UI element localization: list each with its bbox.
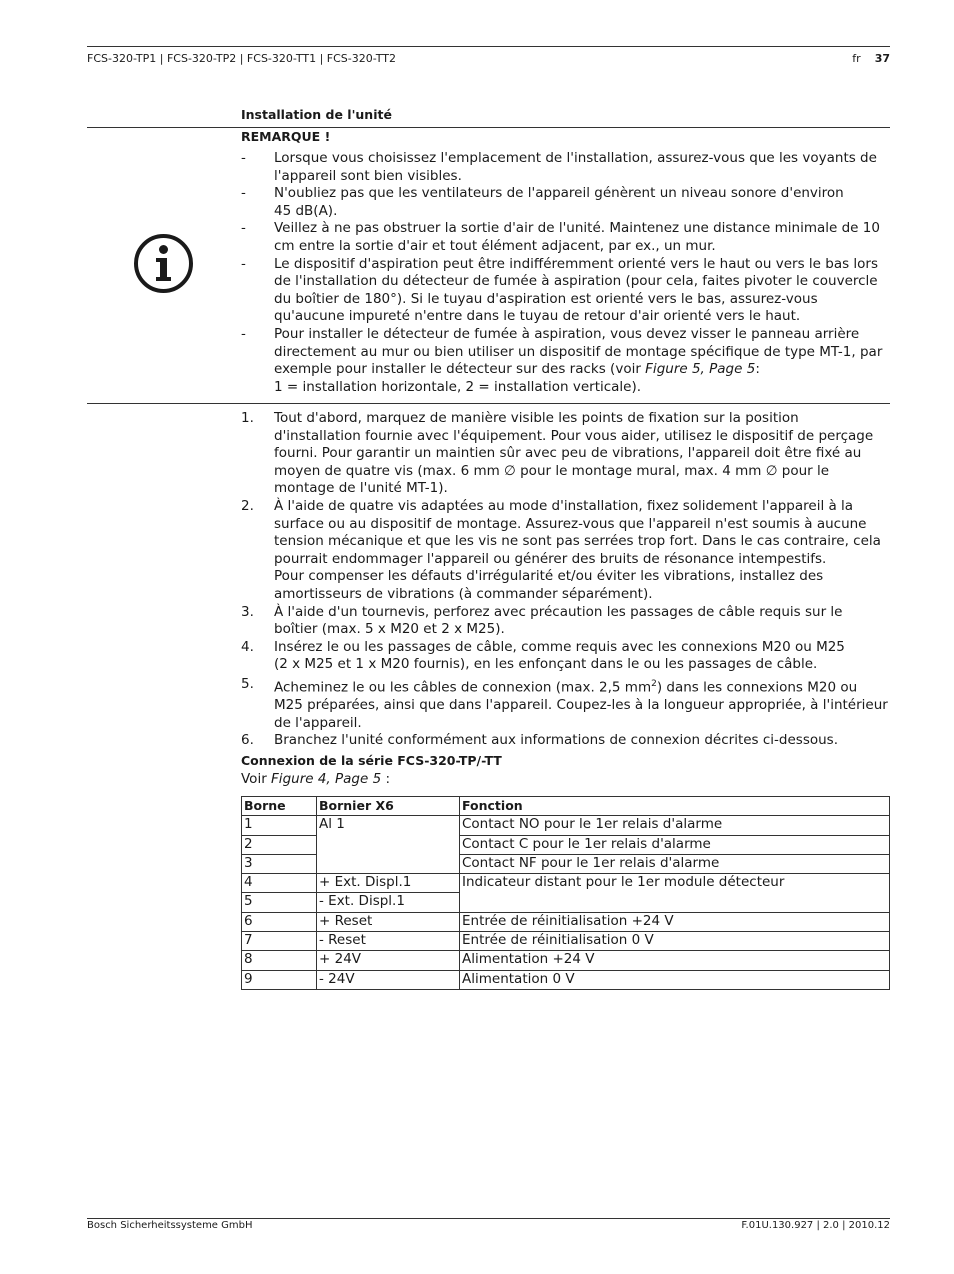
- step-item: 1. Tout d'abord, marquez de manière visible les points de fixation sur la position d'installation fournie avec l'équipement. Pour vous aider, utilisez le dispositif de perçage fourni. Pour garantir un maintien sûr avec peu de vibrations, l'appareil doit être fixé au moyen de quatre vis (max. 6 mm ∅ pour le montage mural, max. 4 mm ∅ pour le montage de l'unité MT-1).: [241, 410, 874, 497]
- step-item: 4. Insérez le ou les passages de câble, comme requis avec les connexions M20 ou M25 (2 x M25 et 1 x M20 fournis), en les enfonçant dans le ou les passages de câble.: [241, 638, 845, 673]
- section-title: Installation de l'unité: [241, 107, 392, 122]
- note-item: - Le dispositif d'aspiration peut être indifféremment orienté vers le haut ou vers le bas lors de l'installation du détecteur de fumée à aspiration (pour cela, faites pivoter le couvercle du boîtier de 180°). Si le tuyau d'aspiration est orienté vers le bas, assurez-vous qu'aucune impureté n'entre dans le tuyau de retour d'air orienté vers le haut.: [241, 255, 879, 325]
- footer-rule: [87, 1218, 890, 1219]
- note-item: - Lorsque vous choisissez l'emplacement de l'installation, assurez-vous que les voyants de l'appareil sont bien visibles.: [241, 150, 877, 184]
- footer-company: Bosch Sicherheitssysteme GmbH: [87, 1220, 253, 1231]
- step-item: 6. Branchez l'unité conformément aux informations de connexion décrites ci-dessous.: [241, 732, 839, 749]
- note-item: - Pour installer le détecteur de fumée à aspiration, vous devez visser le panneau arrière directement au mur ou bien utiliser un dispositif de montage spécifique de type MT-1, par exemple pour installer le détecteur sur des racks (voir Figure 5, Page 5: 1 = installation horizontale, 2 = installation verticale).: [241, 325, 883, 395]
- step-item: 3. À l'aide d'un tournevis, perforez avec précaution les passages de câble requis sur le boîtier (max. 5 x M20 et 2 x M25).: [241, 603, 843, 638]
- note-title: REMARQUE !: [241, 129, 331, 144]
- table-row: 4 + Ext. Displ.1 Indicateur distant pour le 1er module détecteur: [242, 874, 890, 893]
- note-bottom-rule: [87, 403, 890, 404]
- footer-doc-info: F.01U.130.927 | 2.0 | 2010.12: [741, 1220, 890, 1231]
- connection-title: Connexion de la série FCS-320-TP/-TT: [241, 753, 502, 768]
- figure-reference: Figure 5, Page 5: [645, 361, 756, 378]
- header-models: FCS-320-TP1 | FCS-320-TP2 | FCS-320-TT1 | FCS-320-TT2: [87, 52, 396, 65]
- table-row: 5 - Ext. Displ.1: [242, 893, 890, 912]
- table-row: 8 + 24V Alimentation +24 V: [242, 951, 890, 970]
- header-lang: fr: [852, 52, 861, 65]
- note-item: - N'oubliez pas que les ventilateurs de l'appareil génèrent un niveau sonore d'environ 45 dB(A).: [241, 185, 844, 219]
- terminal-table: [241, 796, 890, 990]
- table-row: 1 Al 1 Contact NO pour le 1er relais d'alarme: [242, 816, 890, 835]
- header-page-info: [852, 52, 890, 65]
- column-header: Fonction: [460, 797, 890, 816]
- note-list: [241, 150, 889, 396]
- note-top-rule: [87, 127, 890, 128]
- connection-reference: Voir Figure 4, Page 5 :: [241, 771, 391, 787]
- table-row: 3 Contact NF pour le 1er relais d'alarme: [242, 854, 890, 873]
- page-number: 37: [874, 52, 890, 65]
- table-row: 9 - 24V Alimentation 0 V: [242, 970, 890, 989]
- column-header: Bornier X6: [317, 797, 460, 816]
- installation-steps: [241, 410, 889, 750]
- step-item: 5. Acheminez le ou les câbles de connexion (max. 2,5 $mm^2$) dans les connexions M20 ou M25 préparées, ainsi que dans l'appareil. Coupez-les à la longueur appropriée, à l'intérieur de l'appareil.: [241, 675, 888, 731]
- table-row: 7 - Reset Entrée de réinitialisation 0 V: [242, 932, 890, 951]
- info-icon: [133, 233, 194, 294]
- table-row: 2 Contact C pour le 1er relais d'alarme: [242, 835, 890, 854]
- table-row: 6 + Reset Entrée de réinitialisation +24 V: [242, 912, 890, 931]
- table-header-row: [242, 797, 890, 816]
- column-header: Borne: [242, 797, 317, 816]
- step-item: 2. À l'aide de quatre vis adaptées au mode d'installation, fixez solidement l'appareil à la surface ou au dispositif de montage. Assurez-vous que l'appareil n'est soumis à aucune tension mécanique et que les vis ne sont pas serrées trop fort. Dans le cas contraire, cela pourrait endommager l'appareil ou générer des bruits de résonance intempestifs. Pour compenser les défauts d'irrégularité et/ou éviter les vibrations, installez des amortisseurs de vibrations (à commander séparément).: [241, 497, 881, 602]
- note-item: - Veillez à ne pas obstruer la sortie d'air de l'unité. Maintenez une distance minimale de 10 cm entre la sortie d'air et tout élément adjacent, par ex., un mur.: [241, 220, 880, 254]
- header-rule: [87, 46, 890, 47]
- figure-reference: Figure 4, Page 5: [271, 771, 382, 787]
